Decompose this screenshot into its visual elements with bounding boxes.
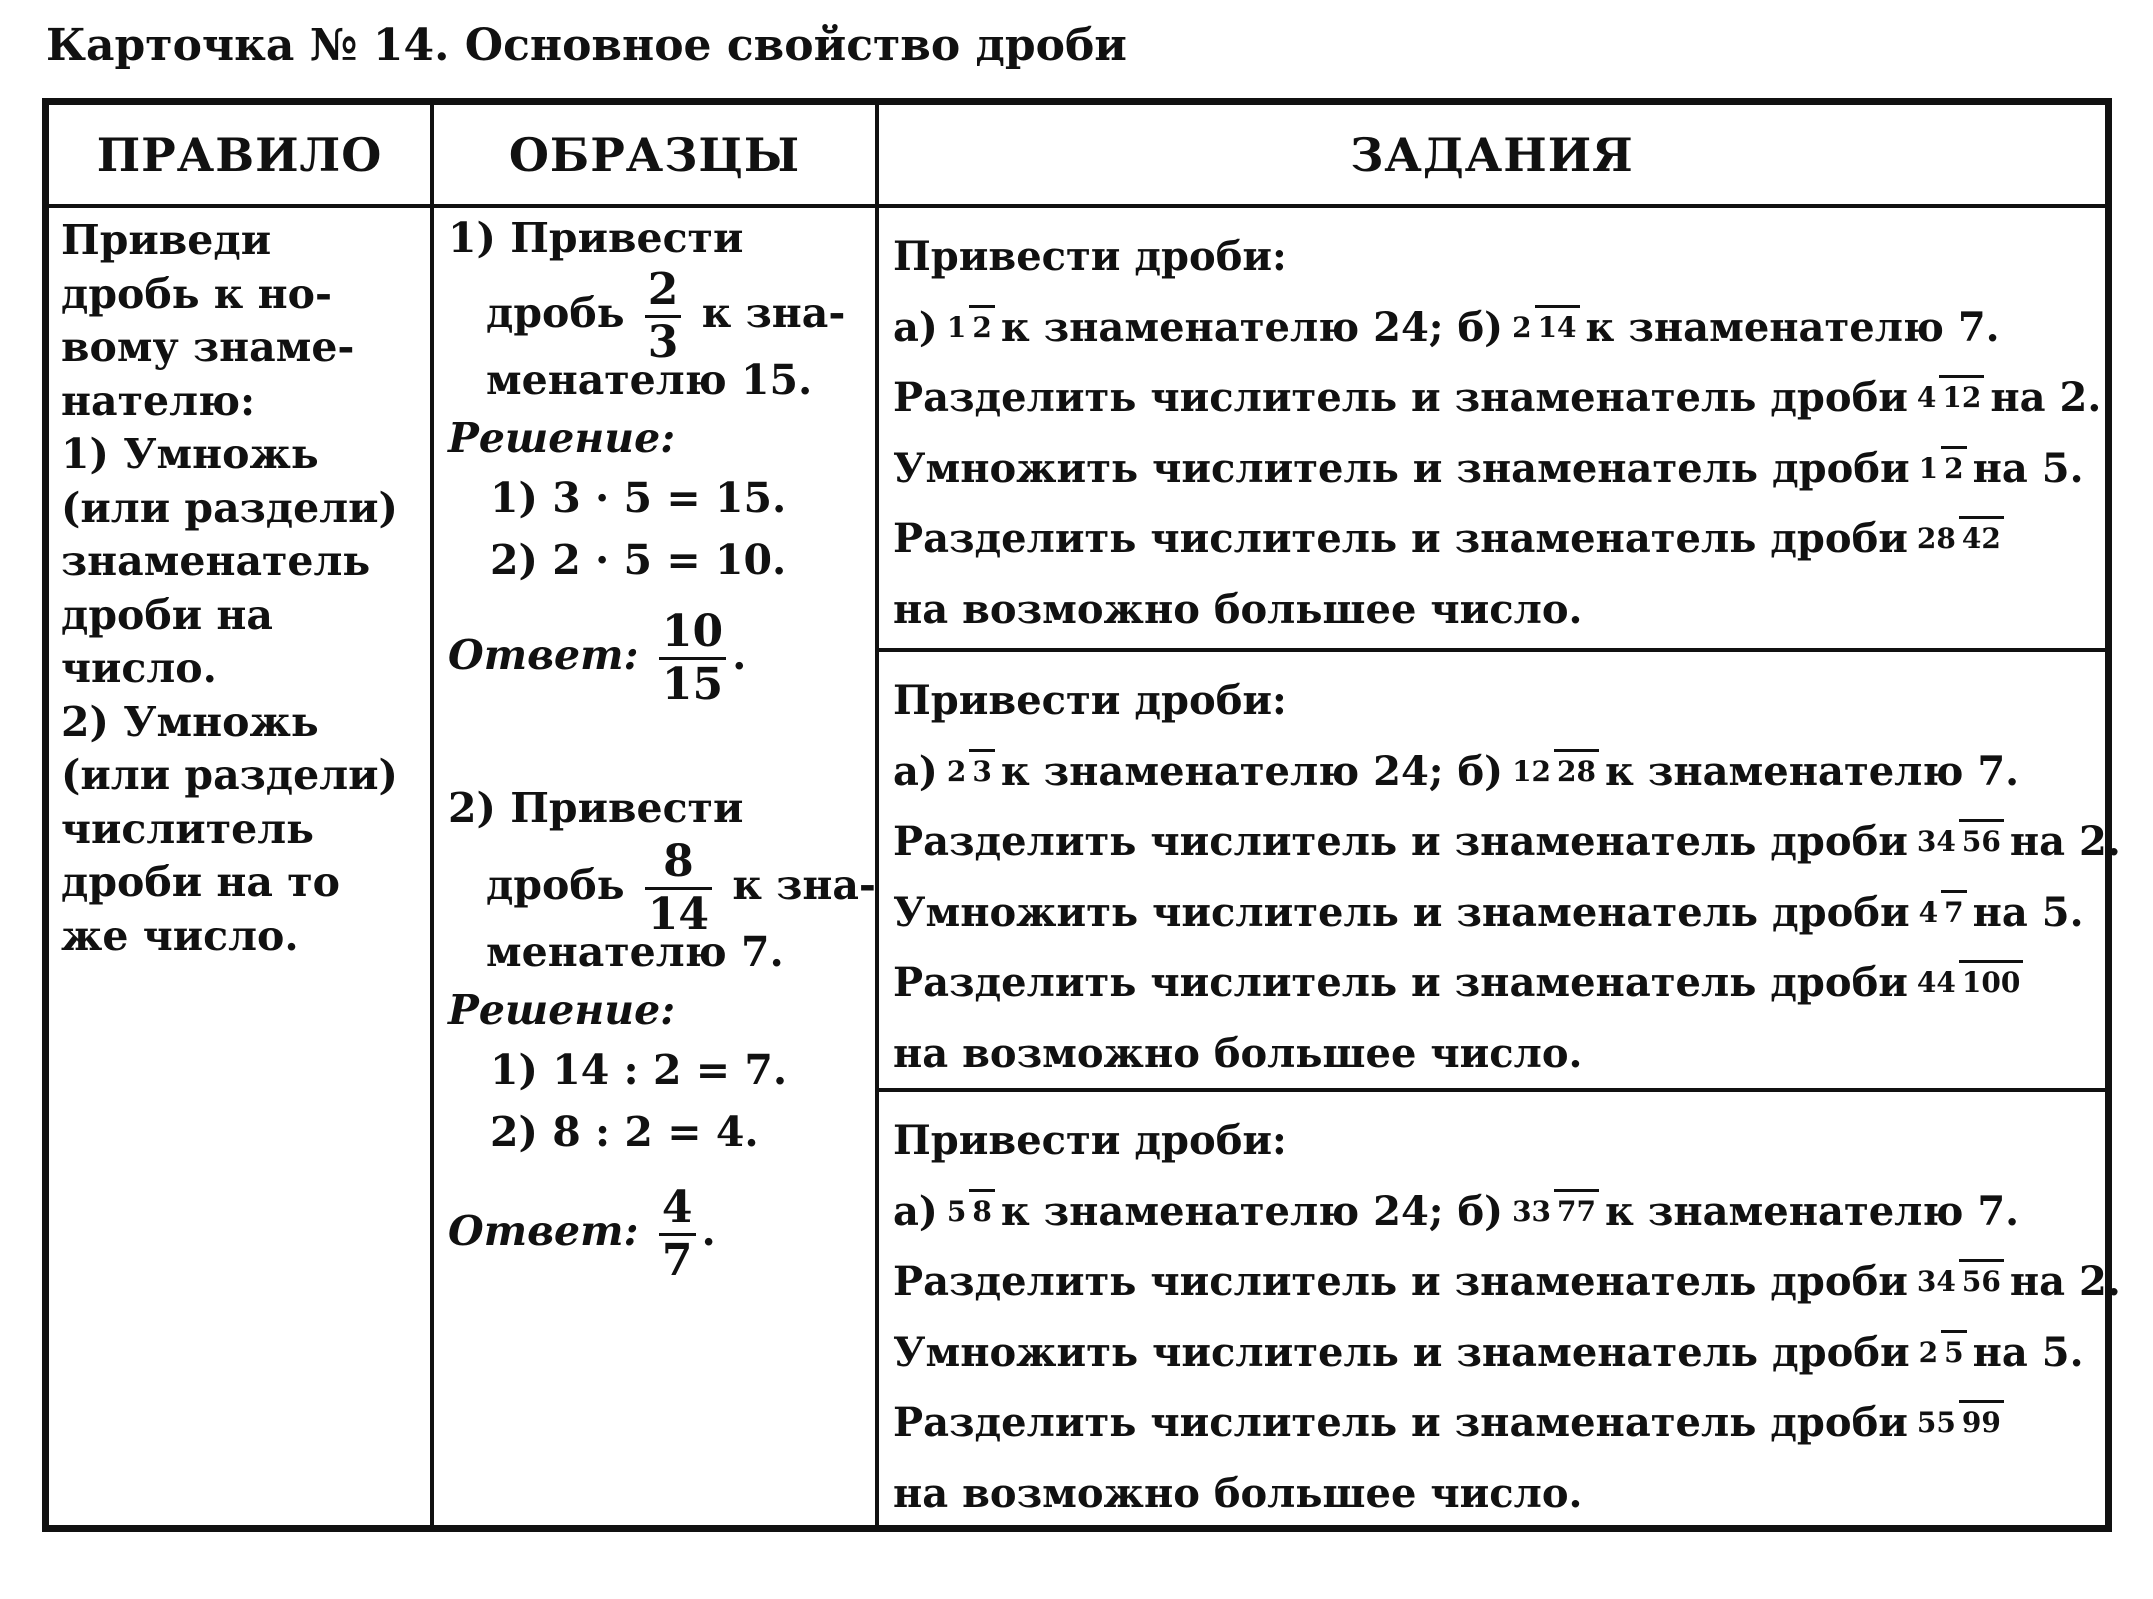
task-text: Разделить числитель и знаменатель дроби	[893, 1399, 1908, 1446]
rule-line: знаменатель	[61, 537, 371, 585]
rule-line: (или раздели)	[61, 483, 398, 532]
task-line-multiply	[893, 1318, 2095, 1389]
page-title	[46, 18, 1127, 74]
rule-line: дроби на	[61, 590, 273, 639]
fraction-denominator: 2	[969, 305, 994, 344]
solution-step: 1) 3 · 5 = 15.	[490, 474, 787, 522]
sample-fraction-line	[486, 836, 876, 940]
fraction-numerator: 4	[1916, 381, 1937, 415]
sample-heading: 1) Привести	[448, 214, 744, 262]
task-fraction	[1914, 1265, 2004, 1299]
task-fraction	[1914, 522, 2004, 556]
fraction-numerator: 34	[1916, 1265, 1956, 1299]
task-block	[879, 648, 2121, 1088]
rule-line: вому знаме-	[61, 323, 355, 371]
task-text: Разделить числитель и знаменатель дроби	[893, 818, 1908, 865]
task-block	[879, 208, 2105, 648]
fraction-denominator: 14	[645, 887, 712, 937]
task-fraction	[1916, 895, 1967, 929]
task-fraction	[944, 310, 995, 344]
fraction-denominator: 5	[1941, 1330, 1966, 1369]
sample-heading: 2) Привести	[448, 784, 744, 832]
fraction-denominator: 7	[1941, 890, 1966, 929]
rule-line: число.	[61, 644, 217, 692]
task-fraction	[1914, 966, 2023, 1000]
tasks-cell	[875, 208, 2121, 1525]
task-text: Разделить числитель и знаменатель дроби	[893, 1258, 1908, 1305]
rule-cell	[49, 208, 430, 1525]
task-text: к знаменателю 7.	[1605, 1187, 2020, 1235]
task-line-multiply	[893, 878, 2095, 949]
sample-fraction	[645, 836, 712, 940]
task-text: к знаменателю 24; б)	[1000, 747, 1504, 795]
task-line-reduce	[893, 504, 2095, 575]
card-number: Карточка № 14.	[46, 20, 450, 71]
task-text: Умножить числитель и знаменатель дроби	[893, 444, 1910, 492]
sample-fraction-line	[486, 264, 846, 368]
sample-fraction	[645, 264, 682, 368]
fraction-denominator: 99	[1959, 1400, 2004, 1439]
header-tasks: ЗАДАНИЯ	[875, 105, 2105, 208]
fraction-numerator: 2	[1512, 310, 1532, 344]
fraction-numerator: 28	[1916, 522, 1956, 556]
task-line-end: на возможно большее число.	[893, 1029, 1583, 1077]
task-line-end: на возможно большее число.	[893, 1469, 1583, 1517]
task-line-a	[893, 1177, 2095, 1248]
task-line-reduce	[893, 1388, 2095, 1459]
task-heading: Привести дроби:	[893, 1117, 1287, 1164]
fraction-numerator: 8	[663, 836, 694, 887]
task-fraction	[944, 754, 995, 788]
card-topic: Основное свойство дроби	[464, 20, 1127, 71]
task-fraction	[1916, 1335, 1967, 1369]
task-heading: Привести дроби:	[893, 677, 1287, 724]
fraction-denominator: 77	[1554, 1189, 1599, 1228]
fraction-denominator: 28	[1554, 749, 1599, 788]
rule-line: дроби на то	[61, 858, 340, 906]
task-text: на 2.	[2009, 818, 2121, 865]
solution-step: 2) 2 · 5 = 10.	[490, 536, 787, 584]
fraction-numerator: 12	[1512, 754, 1552, 788]
task-text: на 5.	[1972, 888, 2084, 936]
solution-label: Решение:	[448, 986, 676, 1034]
fraction-denominator: 3	[969, 749, 994, 788]
task-line-multiply	[893, 434, 2095, 505]
answer-end: .	[732, 631, 747, 679]
task-fraction	[1916, 451, 1967, 485]
task-fraction	[1914, 825, 2004, 859]
task-fraction	[1914, 1406, 2004, 1440]
rule-line: числитель	[61, 804, 314, 853]
task-line-divide	[893, 1247, 2121, 1318]
answer-label: Ответ:	[448, 1207, 639, 1255]
answer-line	[448, 1182, 716, 1286]
answer-end: .	[701, 1207, 716, 1255]
card-table	[42, 98, 2121, 1532]
fraction-denominator: 12	[1939, 375, 1984, 414]
answer-fraction	[659, 1182, 696, 1286]
sample-text: к зна-	[701, 289, 846, 337]
task-fraction	[1914, 381, 1984, 415]
rule-line: нателю:	[61, 376, 256, 425]
task-line-a	[893, 293, 2095, 364]
task-text: Умножить числитель и знаменатель дроби	[893, 888, 1910, 936]
rule-line: Приведи	[61, 216, 272, 264]
fraction-denominator: 3	[645, 315, 682, 365]
solution-label: Решение:	[448, 414, 676, 462]
fraction-numerator: 4	[1918, 895, 1939, 929]
task-fraction	[1509, 754, 1599, 788]
task-text: Разделить числитель и знаменатель дроби	[893, 515, 1908, 562]
rule-line: же число.	[61, 911, 299, 960]
task-heading: Привести дроби:	[893, 233, 1287, 280]
task-text: Разделить числитель и знаменатель дроби	[893, 959, 1908, 1006]
rule-line: 2) Умножь	[61, 697, 319, 746]
task-line-end: на возможно большее число.	[893, 585, 1583, 633]
fraction-numerator: 5	[946, 1194, 967, 1228]
sample-text: к зна-	[732, 861, 876, 909]
header-rule: ПРАВИЛО	[49, 105, 430, 208]
fraction-numerator: 2	[946, 754, 967, 788]
fraction-numerator: 1	[1918, 451, 1939, 485]
task-text: на 5.	[1972, 1328, 2084, 1376]
fraction-denominator: 8	[969, 1189, 994, 1228]
solution-step: 2) 8 : 2 = 4.	[490, 1108, 759, 1156]
task-line-divide	[893, 363, 2102, 434]
task-text: на 2.	[1990, 374, 2102, 421]
answer-label: Ответ:	[448, 631, 639, 679]
rule-line: 1) Умножь	[61, 430, 319, 478]
task-text: к знаменателю 24; б)	[1000, 303, 1504, 351]
task-text: Умножить числитель и знаменатель дроби	[893, 1328, 1910, 1376]
fraction-denominator: 56	[1959, 819, 2004, 858]
task-block	[879, 1088, 2121, 1525]
sample-text: менателю 7.	[486, 928, 784, 976]
fraction-numerator: 44	[1916, 966, 1956, 1000]
header-samples: ОБРАЗЦЫ	[430, 105, 875, 208]
fraction-denominator: 2	[1941, 446, 1966, 485]
task-text: к знаменателю 7.	[1605, 747, 2020, 795]
rule-line: дробь к но-	[61, 269, 333, 318]
fraction-numerator: 4	[661, 1182, 693, 1233]
fraction-denominator: 15	[659, 657, 726, 707]
fraction-denominator: 7	[659, 1233, 696, 1283]
fraction-denominator: 42	[1959, 516, 2004, 555]
fraction-denominator: 56	[1959, 1259, 2004, 1298]
task-text: к знаменателю 7.	[1585, 303, 2000, 351]
fraction-numerator: 1	[946, 310, 967, 344]
answer-fraction	[659, 606, 726, 710]
task-text: к знаменателю 24; б)	[1000, 1187, 1504, 1235]
solution-step: 1) 14 : 2 = 7.	[490, 1046, 788, 1094]
fraction-numerator: 34	[1916, 825, 1956, 859]
task-line-divide	[893, 807, 2121, 878]
fraction-numerator: 2	[1918, 1335, 1939, 1369]
task-line-a	[893, 737, 2095, 808]
samples-cell	[430, 208, 875, 1525]
sample-text: дробь	[486, 289, 625, 337]
task-fraction	[1509, 1194, 1599, 1228]
answer-line	[448, 606, 747, 710]
fraction-denominator: 100	[1959, 960, 2023, 999]
task-fraction	[1509, 310, 1579, 344]
task-text: Разделить числитель и знаменатель дроби	[893, 374, 1908, 421]
fraction-numerator: 33	[1512, 1194, 1552, 1228]
sample-text: дробь	[486, 861, 625, 909]
task-label: а)	[893, 1187, 938, 1235]
task-label: а)	[893, 747, 938, 795]
task-text: на 5.	[1972, 444, 2084, 492]
task-fraction	[944, 1194, 995, 1228]
fraction-numerator: 10	[661, 606, 724, 657]
task-text: на 2.	[2009, 1258, 2121, 1305]
fraction-numerator: 55	[1916, 1406, 1956, 1440]
fraction-denominator: 14	[1535, 305, 1580, 344]
task-line-reduce	[893, 948, 2095, 1019]
fraction-numerator: 2	[647, 264, 679, 315]
sample-text: менателю 15.	[486, 356, 813, 404]
rule-line: (или раздели)	[61, 751, 398, 799]
task-label: а)	[893, 303, 938, 351]
